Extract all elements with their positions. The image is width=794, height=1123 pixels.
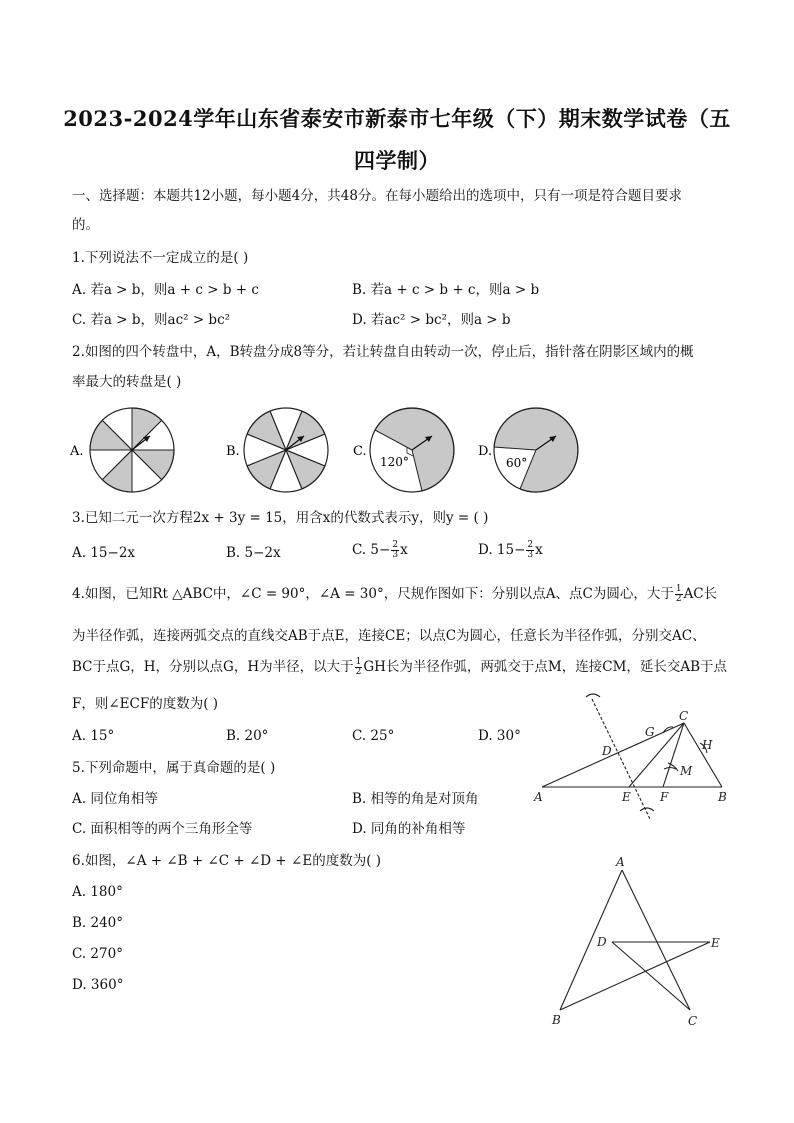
q2-label-a: A. [70,444,84,459]
q5-stem: 5.下列命题中，属于真命题的是( ) [72,760,276,776]
q6-option-c: C. 270° [72,946,123,962]
q4-stem-line2: 为半径作弧，连接两弧交点的直线交AB于点E，连接CE；以点C为圆心，任意长为半径作弧，分别交AC、 [72,628,706,644]
q4-option-c: C. 25° [352,728,395,744]
fig6-label-c: C [688,1014,698,1028]
fig4-label-h: H [702,738,713,752]
q4-option-d: D. 30° [478,728,521,744]
q4-stem-line4: F，则∠ECF的度数为( ) [72,696,219,712]
fig6-label-a: A [616,855,625,869]
q1-option-b: B. 若a + c > b + c，则a > b [352,282,540,298]
fig6-label-b: B [552,1013,561,1027]
q5-option-b: B. 相等的角是对顶角 [352,791,479,807]
q2-spinners-figure [60,400,600,500]
section-header-line1: 一、选择题：本题共12小题，每小题4分，共48分。在每小题给出的选项中，只有一项是符合题目要求 [72,188,682,204]
q1-option-c: C. 若a > b，则ac² > bc² [72,312,231,328]
fig4-label-a: A [534,790,543,804]
q1-option-d: D. 若ac² > bc²，则a > b [352,312,511,328]
q1-stem: 1.下列说法不一定成立的是( ) [72,250,249,266]
q6-option-a: A. 180° [72,884,123,900]
fig6-label-d: D [597,935,607,949]
spinner-b [244,408,328,492]
q3-option-c: C. 5− $\frac{2}{3}$ x [352,540,408,560]
q4-stem-line1: 4.如图，已知Rt △ABC中，∠C = 90°，∠A = 30°，尺规作图如下：分别以点A、点C为圆心，大于 $\frac{1}{2}$ AC长 [72,584,718,604]
q3-stem: 3.已知二元一次方程2x + 3y = 15，用含x的代数式表示y，则y = ( ) [72,510,489,526]
q5-option-d: D. 同角的补角相等 [352,821,466,837]
q2-label-c: C. [353,444,367,459]
spinner-d [494,408,578,492]
q3-option-d: D. 15− $\frac{2}{3}$ x [478,540,543,560]
q6-stem: 6.如图，∠A + ∠B + ∠C + ∠D + ∠E的度数为( ) [72,853,382,869]
q2-label-b: B. [226,444,240,459]
fig6-label-e: E [711,936,720,950]
q1-option-a: A. 若a > b，则a + c > b + c [72,282,259,298]
fig4-label-e: E [622,790,631,804]
section-header-line2: 的。 [72,217,99,233]
q4-option-a: A. 15° [72,728,115,744]
q6-star-figure [540,850,740,1035]
q4-option-b: B. 20° [226,728,269,744]
fig4-label-c: C [679,709,689,723]
q4-triangle-figure [530,693,750,828]
fig4-label-f: F [660,790,669,804]
q5-option-a: A. 同位角相等 [72,791,158,807]
q6-option-d: D. 360° [72,977,124,993]
q2-stem-line1: 2.如图的四个转盘中，A，B转盘分成8等分，若让转盘自由转动一次，停止后，指针落在阴影区域内的概 [72,344,694,360]
fig4-label-d: D [602,744,612,758]
page-title: 2023-2024学年山东省泰安市新泰市七年级（下）期末数学试卷（五四学制） [63,106,731,173]
q4-stem-line3: BC于点G，H，分别以点G，H为半径，以大于 $\frac{1}{2}$ GH长为半径作弧，两弧交于点M，连接CM，延长交AB于点 [72,657,728,677]
spinner-c [370,408,454,492]
q2-angle-d: 60° [506,456,528,470]
fig4-label-m: M [680,764,693,778]
q6-option-b: B. 240° [72,915,124,931]
q2-label-d: D. [478,444,493,459]
q2-stem-line2: 率最大的转盘是( ) [72,374,182,390]
spinner-a [90,408,174,492]
q2-angle-c: 120° [380,455,409,469]
fig4-label-b: B [718,790,727,804]
q3-option-b: B. 5−2x [226,545,281,561]
fig4-label-g: G [645,725,655,739]
q3-option-a: A. 15−2x [72,545,136,561]
q5-option-c: C. 面积相等的两个三角形全等 [72,821,253,837]
